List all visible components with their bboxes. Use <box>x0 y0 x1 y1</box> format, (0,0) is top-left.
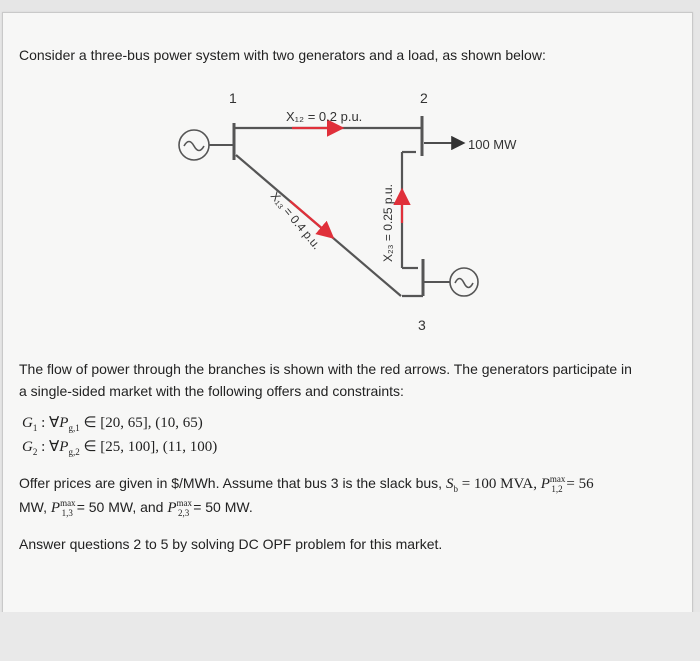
x13-label: X₁₃ = 0.4 p.u. <box>267 188 324 253</box>
x12-label: X₁₂ = 0.2 p.u. <box>286 109 363 124</box>
generator-2-icon <box>424 268 478 296</box>
load-label: 100 MW <box>468 137 517 152</box>
offer-line-1: Offer prices are given in $/MWh. Assume that bus 3 is the slack bus, $S_b = 100$ MVA, $P^{max}_{1,2} = 56$ <box>19 474 594 494</box>
answer-instructions: Answer questions 2 to 5 by solving DC OPF problem for this market. <box>19 536 443 552</box>
generator-1-offer: $G_1$ : $\forall P_{g,1}$ ∈ [20, 65], (10, 65) <box>22 415 203 433</box>
offer-line-2: MW, $P^{max}_{1,3} = 50$ MW, and $P^{max}_{2,3} = 50$ MW. <box>19 498 253 518</box>
x23-label: X₂₃ = 0.25 p.u. <box>381 184 395 262</box>
generator-2-offer: $G_2$ : $\forall P_{g,2}$ ∈ [25, 100], (11, 100) <box>22 439 218 457</box>
background-strip <box>0 612 700 661</box>
bus-3-label: 3 <box>418 317 426 333</box>
flow-description-line-1: The flow of power through the branches is shown with the red arrows. The generators participate in <box>19 361 632 377</box>
bus-2-label: 2 <box>420 90 428 106</box>
flow-description-line-2: a single-sided market with the following offers and constraints: <box>19 383 404 399</box>
bus-1-label: 1 <box>229 90 237 106</box>
generator-1-icon <box>179 130 233 160</box>
intro-text: Consider a three-bus power system with two generators and a load, as shown below: <box>19 47 546 63</box>
